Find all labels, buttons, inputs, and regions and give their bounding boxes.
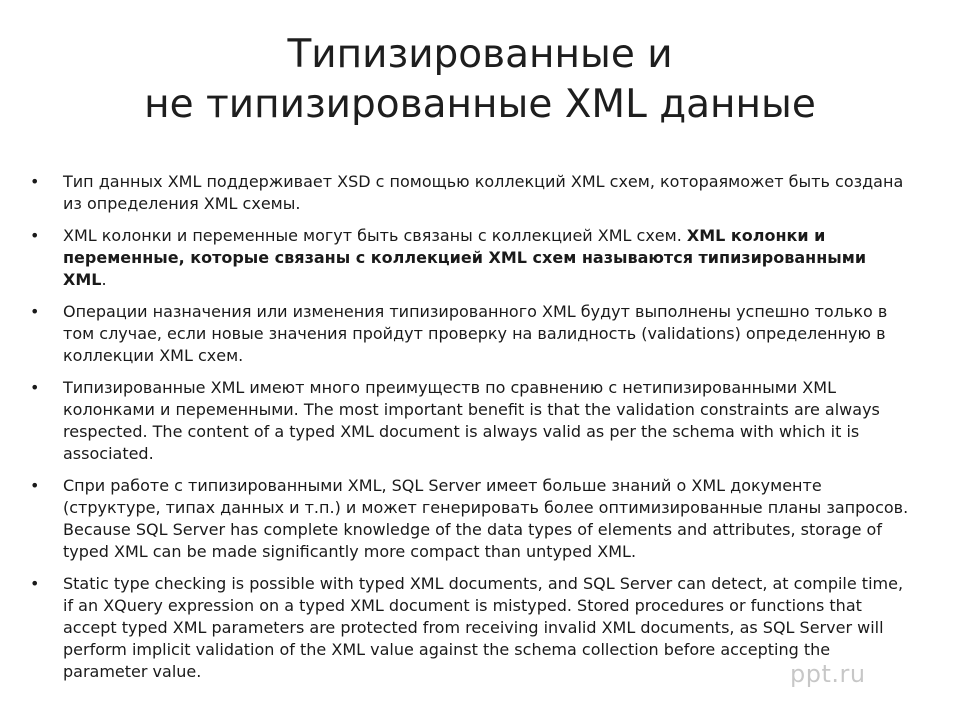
bullet-icon: • — [30, 226, 40, 245]
bullet-icon: • — [30, 476, 40, 495]
bullet-text-end: . — [101, 270, 107, 289]
bullet-item — [30, 573, 910, 683]
title-line-1: Типизированные и — [287, 32, 673, 77]
bullet-text: Тип данных XML поддерживает XSD с помощью коллекций XML схем, котораяможет быть создана из определения XML схемы. — [63, 172, 904, 213]
bullet-text: XML колонки и переменные могут быть связаны с коллекцией XML схем. — [63, 226, 687, 245]
bullet-text: Типизированные XML имеют много преимуществ по сравнению с нетипизированными XML колонками и переменными. The most important benefit is that the validation constraints are always respected. The content of a typed XML document is always valid as per the schema with which it is associated. — [63, 378, 880, 463]
bullet-item — [30, 377, 910, 465]
bullet-text: Спри работе с типизированными XML, SQL Server имеет больше знаний о XML документе (структуре, типах данных и т.п.) и может генерировать более оптимизированные планы запросов. Because SQL Server has complete knowledge of the data types of elements and attributes, storage of typed XML can be made significantly more compact than untyped XML. — [63, 476, 909, 561]
bullet-icon: • — [30, 172, 40, 191]
watermark: ppt.ru — [790, 660, 866, 688]
slide-title — [40, 30, 920, 130]
bullet-item — [30, 301, 910, 367]
bullet-list — [30, 171, 910, 693]
bullet-bold-text: XML колонки и переменные, которые связаны с коллекцией XML схем называются типизированными XML — [63, 226, 867, 289]
bullet-text: Static type checking is possible with typed XML documents, and SQL Server can detect, at compile time, if an XQuery expression on a typed XML document is mistyped. Stored procedures or functions that accept typed XML parameters are protected from receiving invalid XML documents, as SQL Server will perform implicit validation of the XML value against the schema collection before accepting the parameter value. — [63, 574, 904, 681]
title-line-2: не типизированные XML данные — [144, 82, 816, 127]
bullet-text: Операции назначения или изменения типизированного XML будут выполнены успешно только в том случае, если новые значения пройдут проверку на валидность (validations) определенную в коллекции XML схем. — [63, 302, 888, 365]
bullet-icon: • — [30, 574, 40, 593]
bullet-icon: • — [30, 378, 40, 397]
bullet-icon: • — [30, 302, 40, 321]
bullet-item — [30, 475, 910, 563]
bullet-item — [30, 171, 910, 215]
bullet-item — [30, 225, 910, 291]
